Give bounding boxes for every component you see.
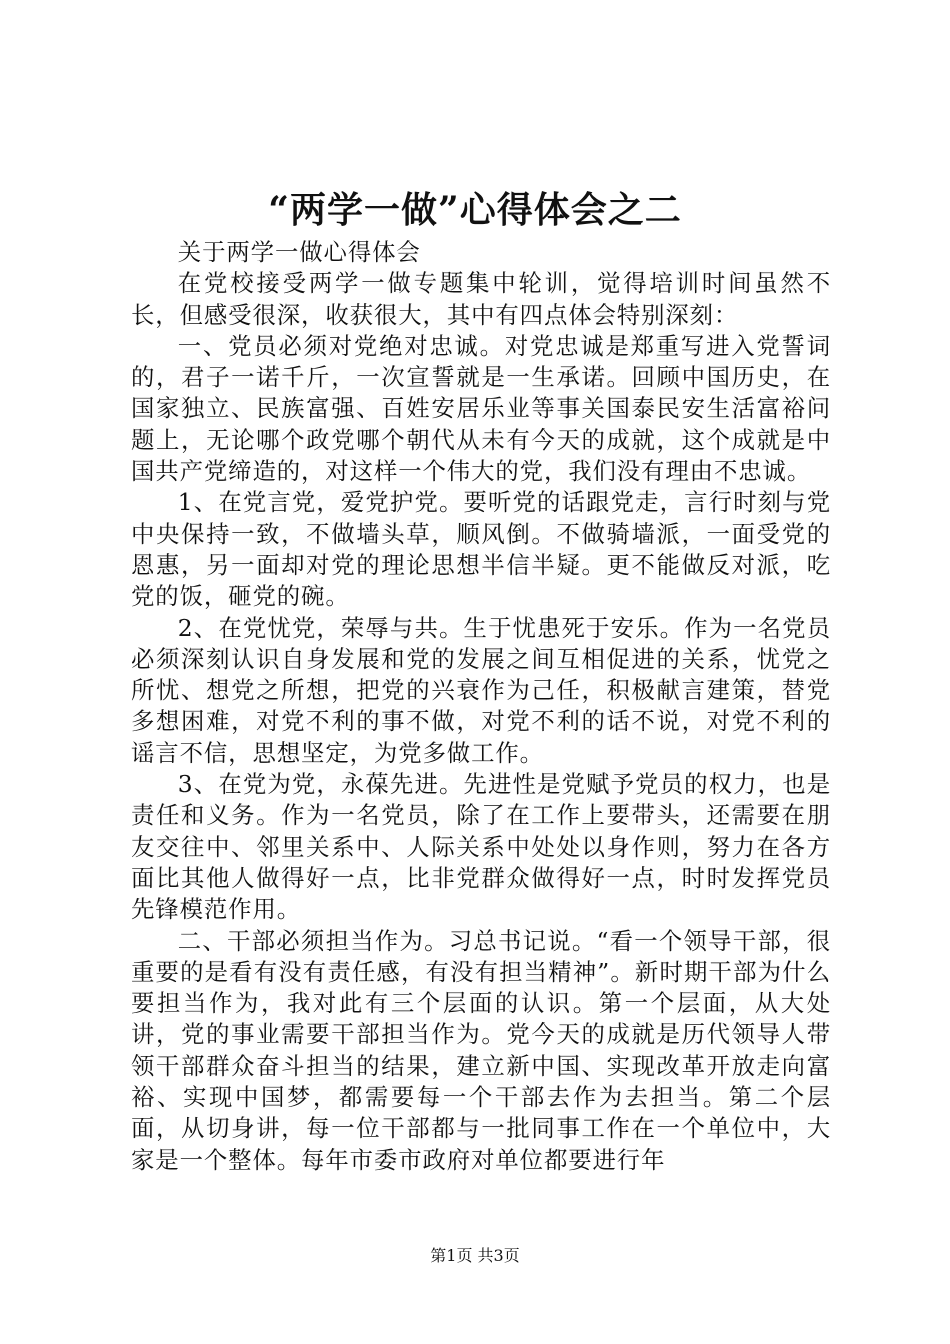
page-number-footer: 第1页 共3页 xyxy=(430,1246,520,1265)
document-title: “两学一做”心得体会之二 xyxy=(268,189,682,231)
paragraph: 在党校接受两学一做专题集中轮训，觉得培训时间虽然不长，但感受很深，收获很大，其中有四点体会特别深刻： xyxy=(131,269,831,329)
paragraph: 二、干部必须担当作为。习总书记说。“看一个领导干部，很重要的是看有没有责任感，有没有担当精神”。新时期干部为什么要担当作为，我对此有三个层面的认识。第一个层面，从大处讲，党的事业需要干部担当作为。党今天的成就是历代领导人带领干部群众奋斗担当的结果，建立新中国、实现改革开放走向富裕、实现中国梦，都需要每一个干部去作为去担当。第二个层面，从切身讲，每一位干部都与一批同事工作在一个单位中，大家是一个整体。每年市委市政府对单位都要进行年 xyxy=(131,926,831,1174)
paragraph: 一、党员必须对党绝对忠诚。对党忠诚是郑重写进入党誓词的，君子一诺千斤，一次宣誓就是一生承诺。回顾中国历史，在国家独立、民族富强、百姓安居乐业等事关国泰民安生活富裕问题上，无论哪个政党哪个朝代从未有今天的成就，这个成就是中国共产党缔造的，对这样一个伟大的党，我们没有理由不忠诚。 xyxy=(131,331,831,486)
document-body xyxy=(131,237,831,1176)
paragraph: 2、在党忧党，荣辱与共。生于忧患死于安乐。作为一名党员必须深刻认识自身发展和党的发展之间互相促进的关系，忧党之所忧、想党之所想，把党的兴衰作为己任，积极献言建策，替党多想困难，对党不利的事不做，对党不利的话不说，对党不利的谣言不信，思想坚定，为党多做工作。 xyxy=(131,613,831,767)
paragraph: 关于两学一做心得体会 xyxy=(177,238,421,266)
paragraph: 1、在党言党，爱党护党。要听党的话跟党走，言行时刻与党中央保持一致，不做墙头草，顺风倒。不做骑墙派，一面受党的恩惠，另一面却对党的理论思想半信半疑。更不能做反对派，吃党的饭，砸党的碗。 xyxy=(131,488,831,611)
paragraph: 3、在党为党，永葆先进。先进性是党赋予党员的权力，也是责任和义务。作为一名党员，除了在工作上要带头，还需要在朋友交往中、邻里关系中、人际关系中处处以身作则，努力在各方面比其他人做得好一点，比非党群众做得好一点，时时发挥党员先锋模范作用。 xyxy=(131,770,831,924)
